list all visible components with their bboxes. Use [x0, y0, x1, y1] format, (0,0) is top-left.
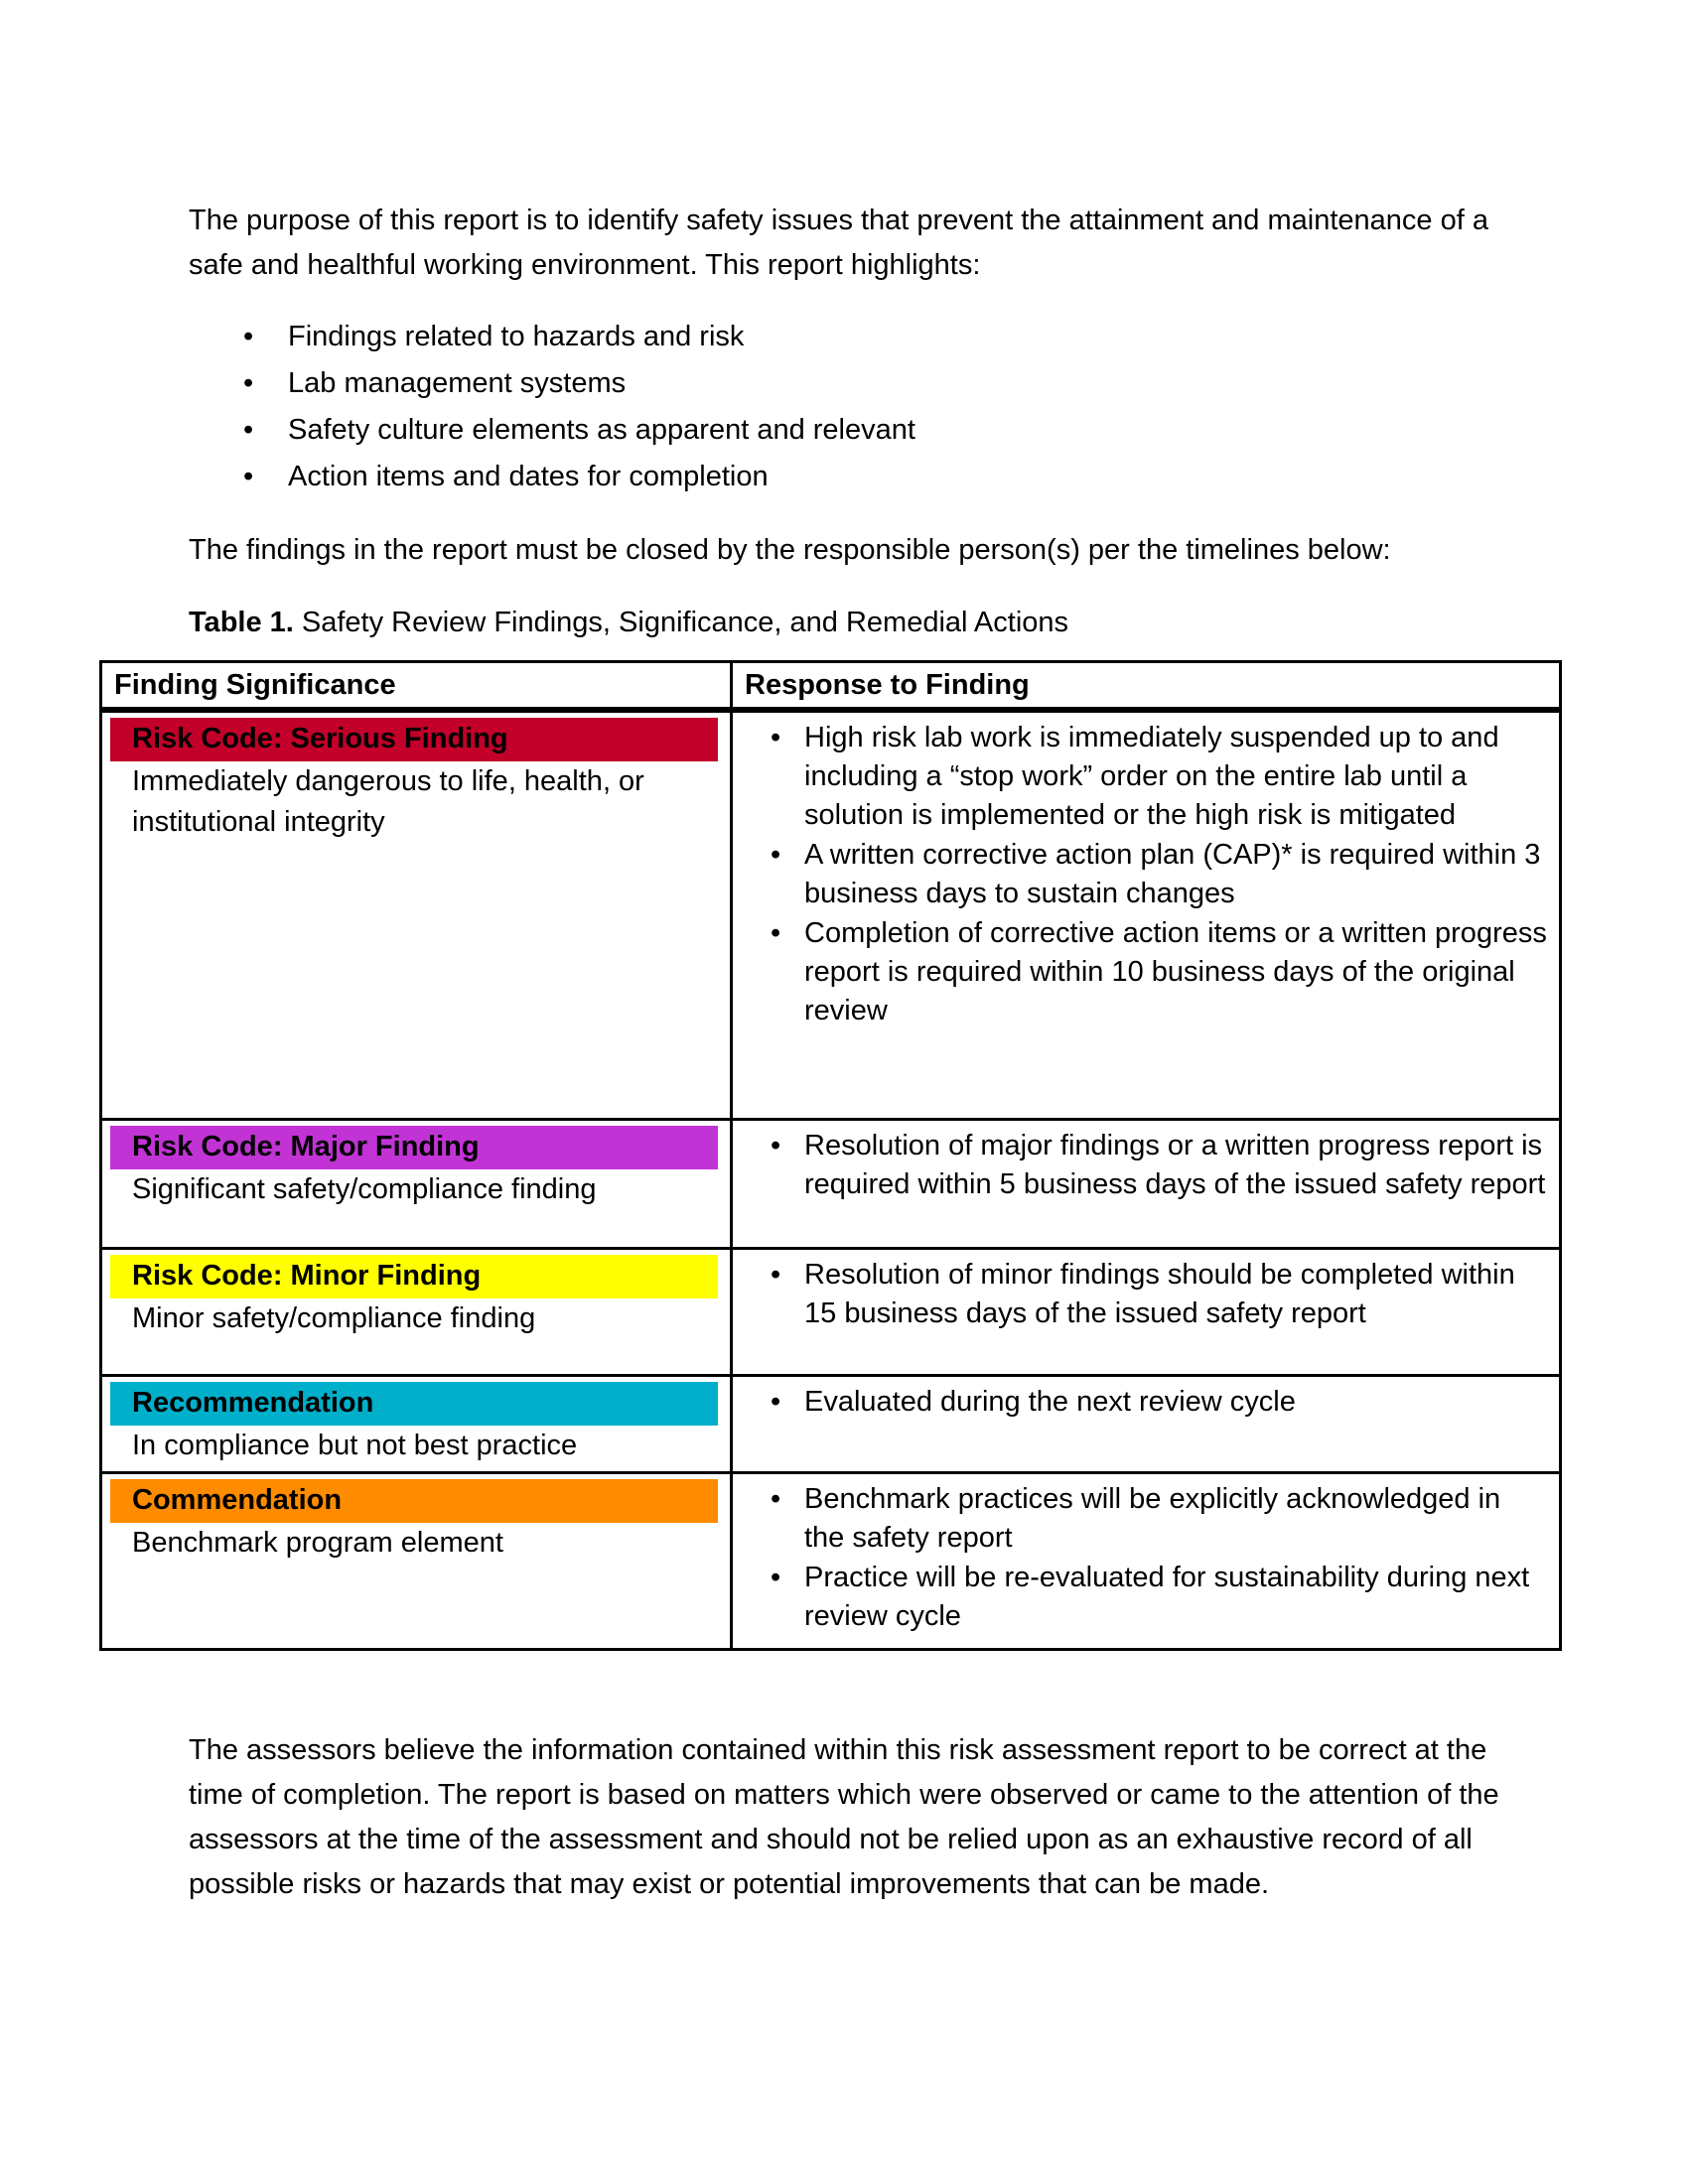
recommendation-highlight: Recommendation: [110, 1382, 718, 1426]
table-header-row: [101, 662, 1561, 711]
row-recommendation: [101, 1375, 1561, 1472]
risk-description: Minor safety/compliance finding: [132, 1301, 536, 1334]
row-major-finding: [101, 1119, 1561, 1248]
response-cell: [732, 1472, 1561, 1649]
response-item: • Resolution of minor findings should be completed within 15 business days of the issued safety report: [733, 1256, 1547, 1333]
header-finding-significance: Finding Significance: [101, 662, 732, 711]
response-list: [733, 719, 1547, 1030]
table-caption-text: Safety Review Findings, Significance, and Remedial Actions: [293, 607, 1069, 638]
response-item: • Resolution of major findings or a written progress report is required within 5 business days of the issued safety report: [733, 1127, 1547, 1204]
response-list: [733, 1127, 1547, 1204]
response-item: • High risk lab work is immediately suspended up to and including a “stop work” order on the entire lab until a solution is implemented or the high risk is mitigated: [733, 719, 1547, 835]
table-caption-label: Table 1.: [189, 607, 294, 638]
table-caption: [189, 601, 1509, 644]
significance-cell: [101, 1472, 732, 1649]
highlights-list: [189, 314, 1509, 500]
findings-table: [99, 660, 1562, 1651]
highlight-item: • Lab management systems: [189, 360, 1509, 407]
response-item: • Benchmark practices will be explicitly acknowledged in the safety report: [733, 1480, 1547, 1558]
commendation-highlight: Commendation: [110, 1479, 718, 1523]
response-cell: [732, 1119, 1561, 1248]
risk-description: Benchmark program element: [132, 1526, 503, 1559]
risk-description: In compliance but not best practice: [132, 1429, 578, 1461]
response-cell: [732, 1248, 1561, 1375]
response-cell: [732, 1375, 1561, 1472]
highlight-item: • Safety culture elements as apparent and relevant: [189, 407, 1509, 454]
closing-paragraph: The assessors believe the information contained within this risk assessment report to be correct at the time of completion. The report is based on matters which were observed or came to the attention of the assessors at the time of the assessment and should not be relied upon as an exhaustive record of all possible risks or hazards that may exist or potential improvements that can be made.: [189, 1733, 1499, 1900]
response-item: • Practice will be re-evaluated for sustainability during next review cycle: [733, 1559, 1547, 1636]
significance-cell: [101, 1119, 732, 1248]
response-list: [733, 1256, 1547, 1333]
risk-code-highlight-serious: Risk Code: Serious Finding: [110, 718, 718, 761]
timelines-paragraph: The findings in the report must be closed by the responsible person(s) per the timelines below:: [189, 534, 1391, 566]
response-list: [733, 1480, 1547, 1636]
risk-code-highlight-minor: Risk Code: Minor Finding: [110, 1255, 718, 1298]
row-commendation: [101, 1472, 1561, 1649]
response-list: [733, 1383, 1547, 1422]
highlight-item: • Action items and dates for completion: [189, 454, 1509, 500]
response-item: • Evaluated during the next review cycle: [733, 1383, 1547, 1422]
response-item: • Completion of corrective action items or a written progress report is required within 10 business days of the original review: [733, 914, 1547, 1030]
response-cell: [732, 710, 1561, 1119]
row-serious-finding: [101, 710, 1561, 1119]
significance-cell: [101, 1248, 732, 1375]
risk-code-highlight-major: Risk Code: Major Finding: [110, 1126, 718, 1169]
highlight-item: • Findings related to hazards and risk: [189, 314, 1509, 360]
risk-description: Significant safety/compliance finding: [132, 1172, 597, 1205]
header-response-to-finding: Response to Finding: [732, 662, 1561, 711]
intro-paragraph: The purpose of this report is to identify safety issues that prevent the attainment and maintenance of a safe and healthful working environment. This report highlights:: [189, 205, 1488, 281]
significance-cell: [101, 710, 732, 1119]
significance-cell: [101, 1375, 732, 1472]
response-item: • A written corrective action plan (CAP)* is required within 3 business days to sustain changes: [733, 836, 1547, 913]
risk-description: Immediately dangerous to life, health, or institutional integrity: [132, 765, 644, 838]
row-minor-finding: [101, 1248, 1561, 1375]
